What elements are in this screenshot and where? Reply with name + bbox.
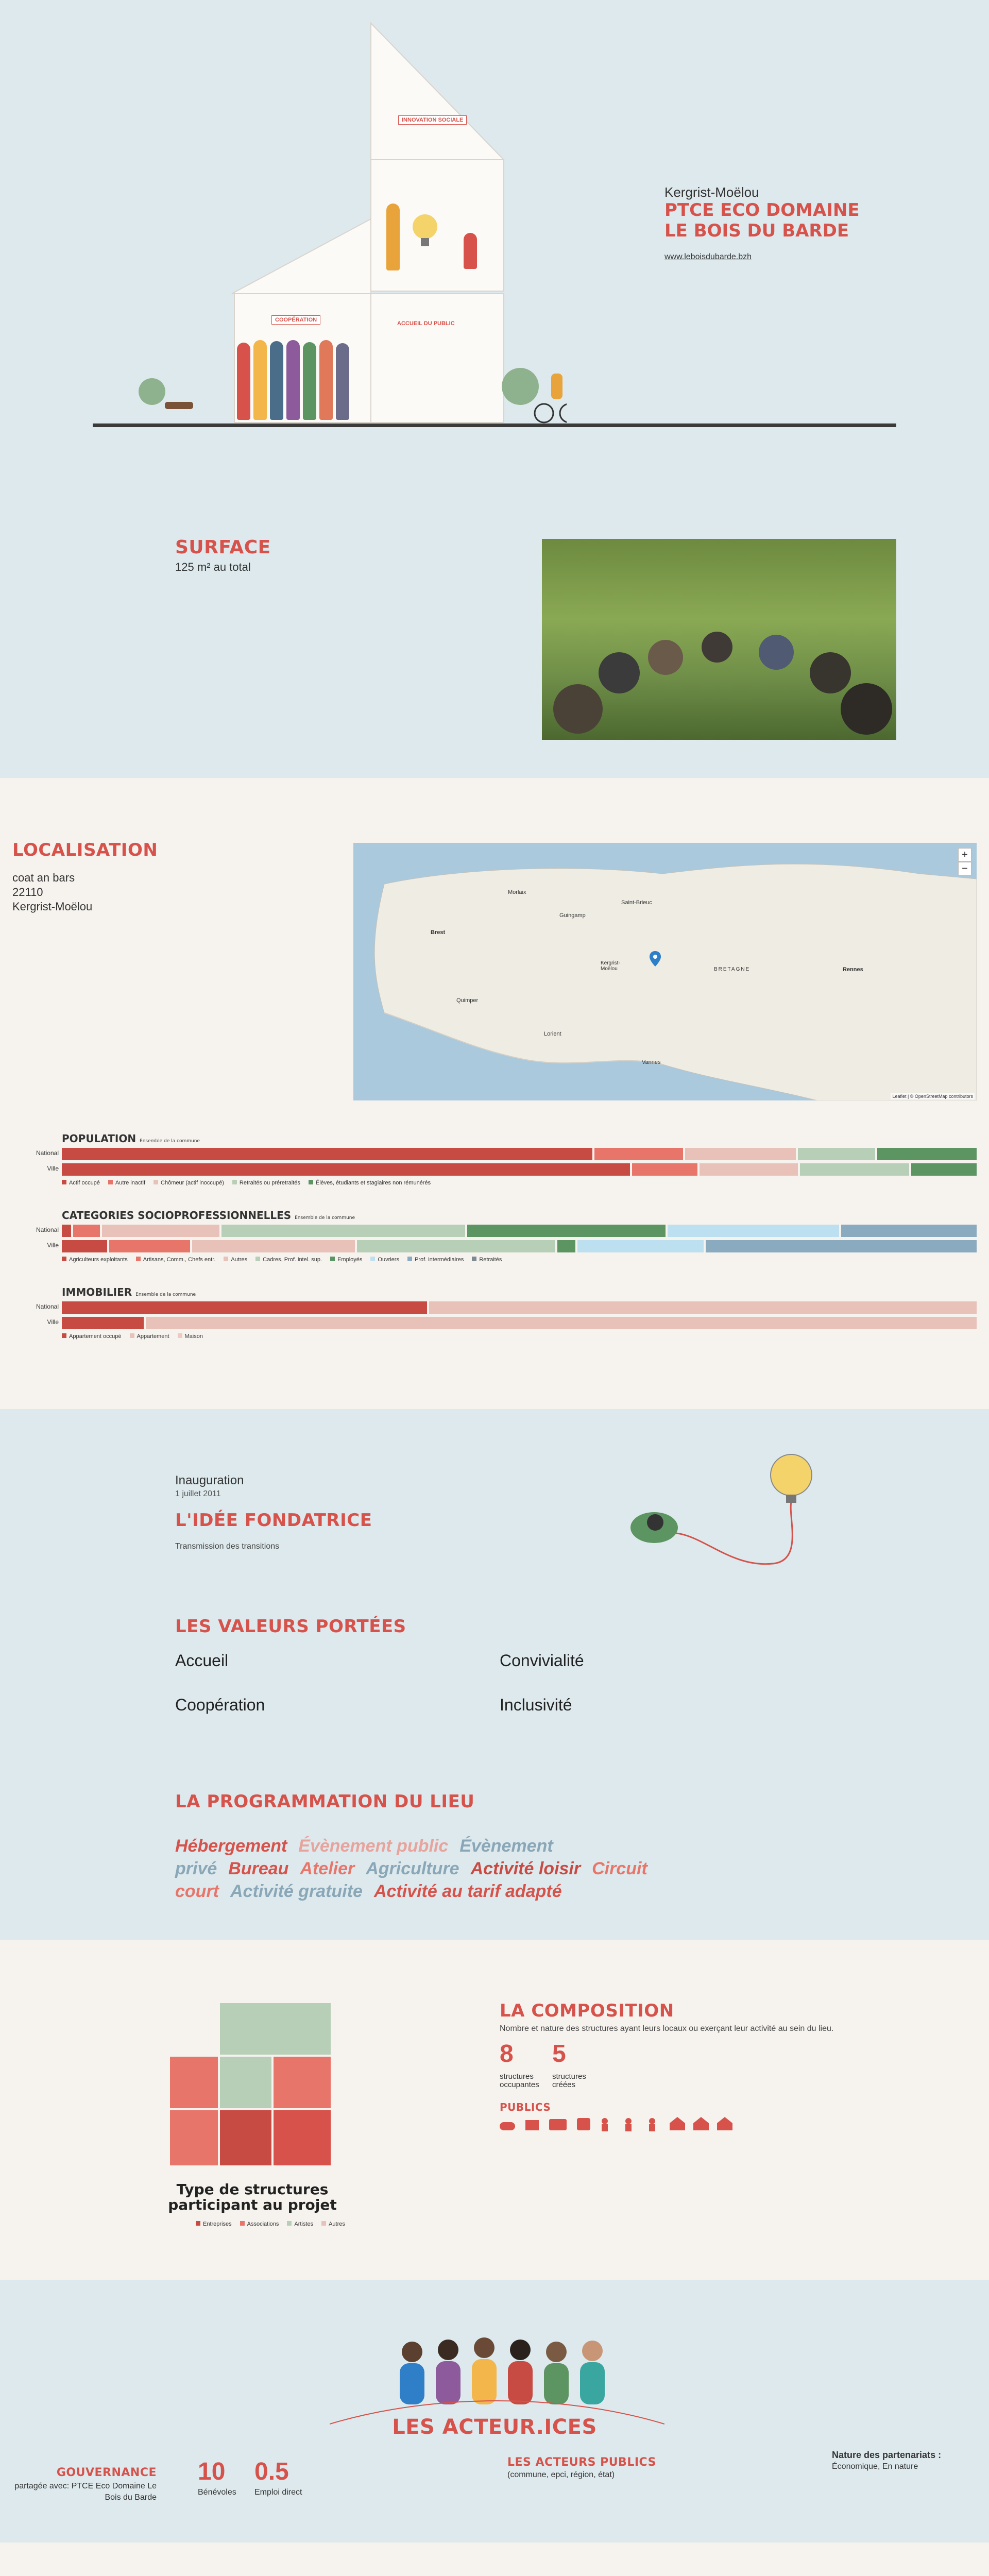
prog-item: Atelier [300,1859,355,1878]
value-item: Accueil [175,1651,229,1670]
population-note: Ensemble de la commune [140,1139,200,1144]
acteurs-publics-text: (commune, epci, région, état) [507,2470,615,2479]
row-label: Ville [47,1165,59,1172]
bar-segment[interactable] [557,1240,575,1252]
legend-item[interactable]: Entreprises [196,2221,232,2227]
csp-chart [36,1209,977,1263]
label-innovation: INNOVATION SOCIALE [398,115,467,125]
bar-segment[interactable] [594,1148,683,1160]
moyens-section [0,2543,989,2576]
legend-item[interactable]: Autre inactif [108,1180,145,1186]
legend-item[interactable]: Associations [240,2221,279,2227]
inauguration-date: 1 juillet 2011 [175,1489,221,1498]
acteurs-publics-title: LES ACTEURS PUBLICS [507,2456,656,2469]
hero-section [0,0,989,778]
bar-segment[interactable] [685,1148,796,1160]
legend-item[interactable]: Cadres, Prof. intel. sup. [255,1257,322,1263]
legend-item[interactable]: Chômeur (actif inoccupé) [154,1180,224,1186]
value-item: Convivialité [500,1651,584,1670]
count-occupantes: 8 [500,2040,514,2067]
gouvernance-title: GOUVERNANCE [56,2466,157,2479]
idee-section [0,1409,989,1940]
map-label: Rennes [843,967,863,973]
gouvernance-text: partagée avec: PTCE Eco Domaine Le Bois du Barde [14,2482,157,2502]
treemap-cell [274,2057,331,2108]
acteurs-section [0,2280,989,2543]
bar-segment[interactable] [911,1163,977,1176]
map-label: Brest [431,929,446,936]
count-label-line: créées [552,2080,576,2089]
stacked-bar [62,1317,977,1329]
legend-item[interactable]: Appartement [130,1333,169,1340]
row-label: National [36,1303,59,1310]
address-line: 22110 [12,886,43,899]
prog-item: Circuit court [175,1859,647,1901]
population-title: POPULATION [62,1132,137,1145]
csp-title: CATEGORIES SOCIOPROFESSIONNELLES [62,1209,292,1222]
csp-note: Ensemble de la commune [295,1215,355,1221]
map-marker-icon[interactable] [650,951,661,967]
composition-text: Nombre et nature des structures ayant leurs locaux ou exerçant leur activité au sein du lieu. [500,2024,834,2033]
bar-segment[interactable] [73,1225,100,1237]
bar-segment[interactable] [632,1163,697,1176]
immobilier-note: Ensemble de la commune [135,1292,196,1297]
idee-title: L'IDÉE FONDATRICE [175,1510,372,1531]
place-title: PTCE ECO DOMAINE LE BOIS DU BARDE [664,200,860,241]
benevoles-label: Bénévoles [198,2488,236,2497]
legend-item[interactable]: Agriculteurs exploitants [62,1257,128,1263]
count-label-line: structures [552,2072,586,2081]
treemap-legend [196,2221,350,2227]
publics-icons [500,2115,747,2136]
row-label: Ville [47,1318,59,1326]
prog-item: Évènement public [298,1836,449,1856]
person-figure [386,204,400,270]
value-item: Coopération [175,1696,265,1714]
inauguration-label: Inauguration [175,1473,244,1487]
label-cooperation: COOPÉRATION [271,315,320,325]
acteurs-title: LES ACTEUR.ICES [392,2415,597,2439]
legend-item[interactable]: Appartement occupé [62,1333,122,1340]
partenariats-title: Nature des partenariats : [832,2450,942,2460]
map-label: BRETAGNE [714,967,751,972]
value-item: Inclusivité [500,1696,572,1714]
bar-segment[interactable] [62,1317,144,1329]
prog-item: Agriculture [366,1859,459,1878]
bar-segment[interactable] [62,1163,630,1176]
map-label: Kergrist-Moëlou [601,960,620,972]
composition-title: LA COMPOSITION [500,2001,674,2021]
count-label [552,2073,586,2089]
address-line: coat an bars [12,871,75,884]
person-figure [336,343,349,420]
valeurs-title: LES VALEURS PORTÉES [175,1616,406,1637]
immobilier-title: IMMOBILIER [62,1286,132,1298]
person-figure [237,343,250,420]
legend-item[interactable]: Employés [330,1257,362,1263]
population-chart [36,1132,977,1186]
prog-item: Évènement privé [175,1836,553,1878]
legend-item[interactable]: Artistes [287,2221,313,2227]
bar-segment[interactable] [62,1240,107,1252]
lightbulb-illustration [618,1445,834,1579]
bar-segment[interactable] [221,1225,465,1237]
map[interactable] [353,843,977,1100]
surface-title: SURFACE [175,537,271,558]
surface-text: 125 m² au total [175,561,251,573]
person-figure [286,340,300,420]
bar-segment[interactable] [467,1225,666,1237]
prog-item: Hébergement [175,1836,287,1856]
legend-item[interactable]: Élèves, étudiants et stagiaires non rémunérés [309,1180,431,1186]
person-figure [303,342,316,420]
emploi-label: Emploi direct [254,2488,302,2497]
benevoles-count: 10 [198,2458,226,2485]
group-photo [542,539,896,740]
count-creees: 5 [552,2040,566,2067]
map-label: Quimper [456,997,479,1004]
count-label-line: structures [500,2072,534,2081]
stacked-bar [62,1148,977,1160]
legend-item[interactable]: Ouvriers [370,1257,399,1263]
treemap-cell [220,2003,331,2055]
bar-segment[interactable] [877,1148,977,1160]
label-accueil: ACCUEIL DU PUBLIC [397,320,455,327]
bar-segment[interactable] [146,1317,977,1329]
map-attribution[interactable]: Leaflet | © OpenStreetMap contributors [891,1093,975,1099]
composition-section [0,1940,989,2280]
address [12,871,92,914]
stacked-bar [62,1301,977,1314]
bar-segment[interactable] [62,1225,71,1237]
prog-item: Activité gratuite [230,1882,363,1901]
row-label: National [36,1149,59,1157]
idee-text: Transmission des transitions [175,1542,280,1551]
zoom-out-button[interactable]: − [958,862,971,875]
prog-item: Activité loisir [470,1859,581,1878]
website-link[interactable]: www.leboisdubarde.bzh [664,252,752,261]
prog-item: Bureau [228,1859,289,1878]
legend-item[interactable]: Retraités ou préretraités [232,1180,300,1186]
bar-segment[interactable] [192,1240,354,1252]
publics-title: PUBLICS [500,2101,551,2113]
row-label: National [36,1226,59,1233]
person-figure [270,341,283,420]
bar-segment[interactable] [102,1225,219,1237]
map-label: Morlaix [508,889,526,895]
stacked-bar [62,1240,977,1252]
legend-item[interactable]: Autres [321,2221,345,2227]
bar-segment[interactable] [700,1163,798,1176]
partenariats-text: Économique, En nature [832,2462,918,2471]
bar-segment[interactable] [800,1163,909,1176]
bar-segment[interactable] [798,1148,875,1160]
localisation-section [0,778,989,1409]
map-label: Lorient [544,1031,561,1037]
treemap-title: Type de structures participant au projet [168,2181,337,2213]
legend-item[interactable]: Autres [224,1257,247,1263]
legend-item[interactable]: Actif occupé [62,1180,100,1186]
immobilier-chart [36,1286,977,1340]
row-label: Ville [47,1242,59,1249]
programmation-list [175,1835,742,1903]
bar-segment[interactable] [357,1240,555,1252]
bar-segment[interactable] [109,1240,191,1252]
chart-legend [62,1257,977,1263]
map-label: Vannes [642,1059,661,1065]
count-label-line: occupantes [500,2080,539,2089]
stacked-bar [62,1163,977,1176]
map-label: Saint-Brieuc [621,900,652,906]
chart-legend [62,1333,977,1340]
person-figure [464,233,477,269]
count-label [500,2073,539,2089]
map-label: Guingamp [559,912,586,919]
person-figure [319,340,333,420]
person-figure [253,340,267,420]
bar-segment[interactable] [62,1148,592,1160]
legend-item[interactable]: Retraités [472,1257,502,1263]
bar-segment[interactable] [62,1301,427,1314]
legend-item[interactable]: Artisans, Comm., Chefs entr. [136,1257,216,1263]
treemap-cell [274,2110,331,2165]
bar-segment[interactable] [841,1225,977,1237]
emploi-count: 0.5 [254,2458,289,2485]
treemap-cell [220,2110,271,2165]
zoom-in-button[interactable]: + [958,848,971,861]
treemap-cell [170,2057,218,2108]
place-city: Kergrist-Moëlou [664,184,759,200]
localisation-title: LOCALISATION [12,840,158,860]
legend-item[interactable]: Maison [178,1333,203,1340]
bar-segment[interactable] [577,1240,704,1252]
treemap-cell [220,2057,271,2108]
legend-item[interactable]: Prof. intermédiaires [407,1257,464,1263]
bar-segment[interactable] [668,1225,839,1237]
stacked-bar [62,1225,977,1237]
chart-legend [62,1180,977,1186]
ground-line [93,423,896,427]
address-line: Kergrist-Moëlou [12,900,93,913]
bar-segment[interactable] [706,1240,977,1252]
programmation-title: LA PROGRAMMATION DU LIEU [175,1791,475,1812]
bar-segment[interactable] [429,1301,977,1314]
prog-item: Activité au tarif adapté [373,1882,562,1901]
treemap-cell [170,2110,218,2165]
